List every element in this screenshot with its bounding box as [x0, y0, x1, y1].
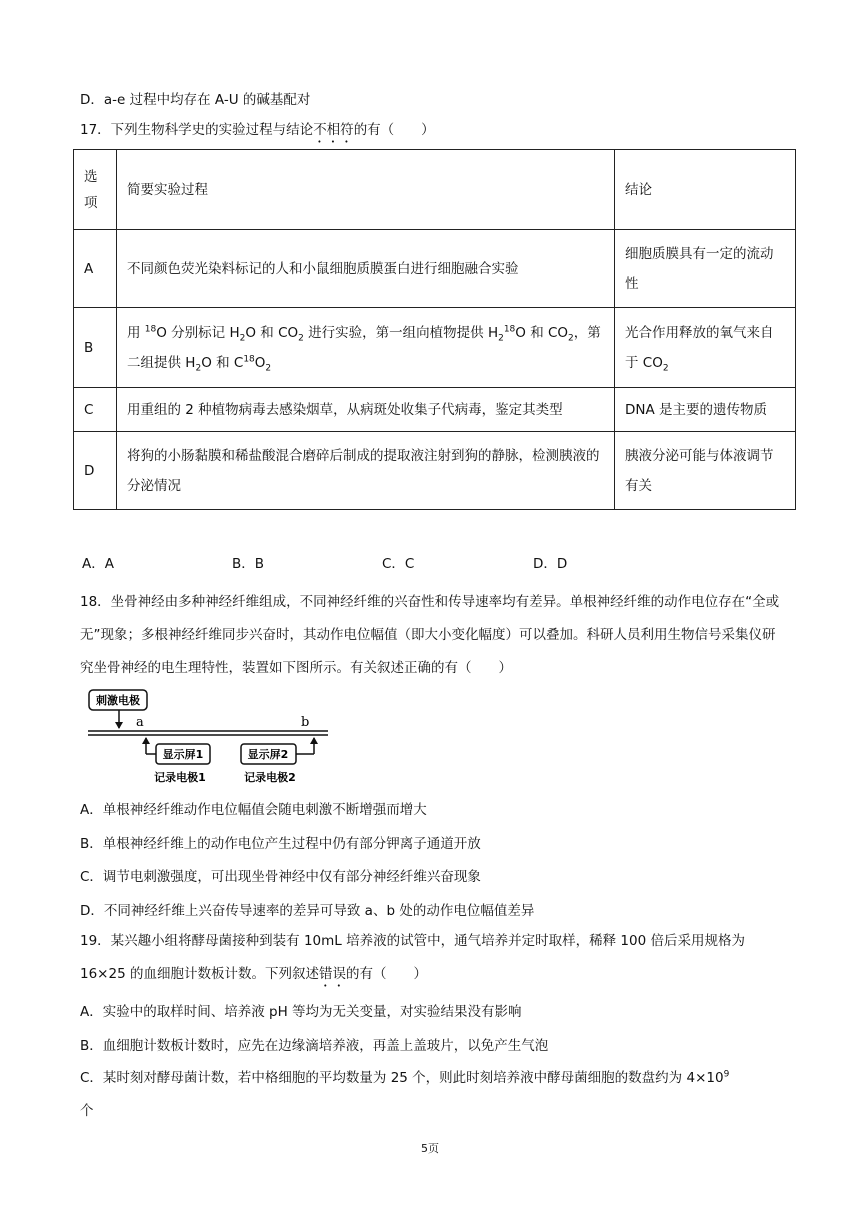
- point-b: b: [301, 715, 310, 730]
- q18-option-c[interactable]: C．调节电刺激强度，可出现坐骨神经中仅有部分神经纤维兴奋现象: [80, 869, 481, 885]
- q17-table: [73, 149, 796, 510]
- header-option: 选项: [74, 150, 117, 230]
- header-conclusion: 结论: [615, 150, 796, 230]
- choice-b[interactable]: B．B: [232, 556, 265, 572]
- q19-option-c[interactable]: C．某时刻对酵母菌计数，若中格细胞的平均数量为 25 个，则此时刻培养液中酵母菌细胞的数盘约为 $4\times 10^9$ 个: [80, 1069, 730, 1119]
- row-label: A: [74, 230, 117, 308]
- q18-option-d[interactable]: D．不同神经纤维上兴奋传导速率的差异可导致 a、b 处的动作电位幅值差异: [80, 903, 535, 919]
- row-conclusion: DNA 是主要的遗传物质: [615, 388, 796, 432]
- q17-choices: [82, 552, 762, 572]
- q16-option-d: D．a-e 过程中均存在 A-U 的碱基配对: [80, 92, 311, 108]
- table-row: [74, 432, 796, 510]
- table-row: [74, 230, 796, 308]
- rec2-label: 记录电极2: [244, 771, 296, 784]
- choice-c[interactable]: C．C: [382, 556, 415, 572]
- q19-option-b[interactable]: B．血细胞计数板计数时，应先在边缘滴培养液，再盖上盖玻片，以免产生气泡: [80, 1038, 549, 1054]
- screen2-label: 显示屏2: [247, 748, 289, 761]
- stim-label: 刺激电极: [96, 694, 140, 707]
- row-conclusion: 细胞质膜具有一定的流动性: [615, 230, 796, 308]
- page-number: 5页: [421, 1142, 439, 1155]
- q18-option-a[interactable]: A．单根神经纤维动作电位幅值会随电刺激不断增强而增大: [80, 802, 427, 818]
- table-row: [74, 388, 796, 432]
- table-row: [74, 308, 796, 388]
- q19-stem: 19．某兴趣小组将酵母菌接种到装有 10mL 培养液的试管中，通气培养并定时取样，稀释 100 倍后采用规格为 16×25 的血细胞计数板计数。下列叙述错误的有（ ）: [80, 933, 745, 982]
- nerve-recording-diagram: [88, 688, 333, 786]
- row-process: 用重组的 2 种植物病毒去感染烟草，从病斑处收集子代病毒，鉴定其类型: [117, 388, 615, 432]
- q18-stem: 18．坐骨神经由多种神经纤维组成，不同神经纤维的兴奋性和传导速率均有差异。单根神经纤维的动作电位存在“全或无”现象；多根神经纤维同步兴奋时，其动作电位幅值（即大小变化幅度）可以叠加。科研人员利用生物信号采集仪研究坐骨神经的电生理特性，装置如下图所示。有关叙述正确的有（ ）: [80, 594, 780, 676]
- row-label: C: [74, 388, 117, 432]
- q19-option-a[interactable]: A．实验中的取样时间、培养液 pH 等均为无关变量，对实验结果没有影响: [80, 1004, 522, 1020]
- point-a: a: [136, 715, 144, 730]
- q17-stem: 17．下列生物科学史的实验过程与结论不相符的有（ ）: [80, 122, 435, 138]
- table-header-row: [74, 150, 796, 230]
- row-label: D: [74, 432, 117, 510]
- row-process: 用 $^{18}$O 分别标记 $H_2O$ 和 $CO_2$ 进行实验，第一组向植物提供 $H_2^{18}O$ 和 $CO_2$，第二组提供 $H_2O$ 和 $C^{18}O_2$: [117, 308, 615, 388]
- rec1-label: 记录电极1: [154, 771, 206, 784]
- row-process: 将狗的小肠黏膜和稀盐酸混合磨碎后制成的提取液注射到狗的静脉，检测胰液的分泌情况: [117, 432, 615, 510]
- row-conclusion: 胰液分泌可能与体液调节有关: [615, 432, 796, 510]
- screen1-label: 显示屏1: [162, 748, 204, 761]
- choice-d[interactable]: D．D: [533, 556, 568, 572]
- header-process: 简要实验过程: [117, 150, 615, 230]
- row-process: 不同颜色荧光染料标记的人和小鼠细胞质膜蛋白进行细胞融合实验: [117, 230, 615, 308]
- q18-option-b[interactable]: B．单根神经纤维上的动作电位产生过程中仍有部分钾离子通道开放: [80, 836, 481, 852]
- row-label: B: [74, 308, 117, 388]
- row-conclusion: 光合作用释放的氧气来自于 $CO_2$: [615, 308, 796, 388]
- choice-a[interactable]: A．A: [82, 556, 114, 572]
